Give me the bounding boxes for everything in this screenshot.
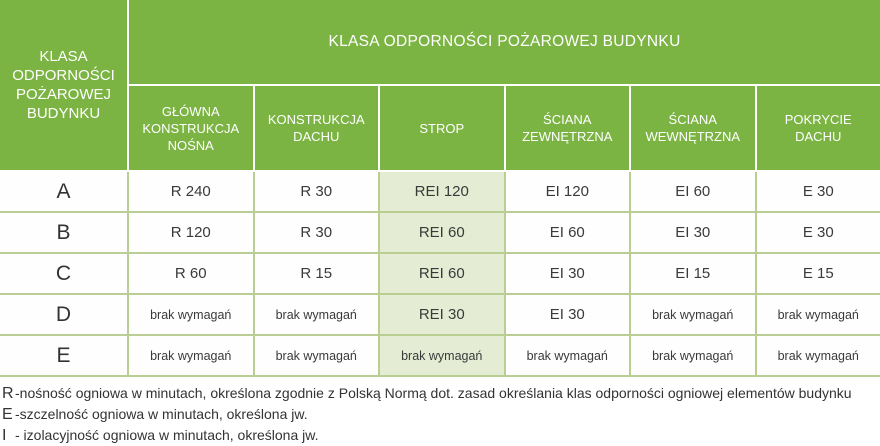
legend-text-e: -szczelność ogniowa w minutach, określona jw. (15, 406, 308, 422)
row-group-header: KLASA ODPORNOŚCI POŻAROWEJ BUDYNKU (0, 0, 127, 170)
legend-symbol-e: E (2, 404, 15, 425)
column-header-glowna-konstrukcja-nosna: GŁÓWNA KONSTRUKCJA NOŚNA (129, 86, 253, 170)
table-cell: brak wymagań (757, 295, 880, 334)
table-cell: EI 60 (631, 172, 755, 211)
table-cell: EI 30 (631, 213, 755, 252)
column-header-pokrycie-dachu: POKRYCIE DACHU (757, 86, 880, 170)
table-cell: brak wymagań (631, 336, 755, 375)
table-cell: brak wymagań (631, 295, 755, 334)
table-cell: EI 60 (506, 213, 630, 252)
table-body (0, 170, 880, 377)
table-cell: EI 15 (631, 254, 755, 293)
table-cell-strop: REI 120 (380, 172, 504, 211)
column-header-strop: STROP (380, 86, 504, 170)
row-class-label: D (0, 295, 127, 334)
table-cell-strop: brak wymagań (380, 336, 504, 375)
table-cell: E 30 (757, 172, 880, 211)
table-cell-strop: REI 60 (380, 213, 504, 252)
table-cell: E 15 (757, 254, 880, 293)
table-cell: R 60 (129, 254, 253, 293)
table-cell: EI 30 (506, 254, 630, 293)
table-cell: brak wymagań (255, 295, 379, 334)
table-title: KLASA ODPORNOŚCI POŻAROWEJ BUDYNKU (129, 0, 880, 84)
legend-symbol-r: R (2, 383, 15, 404)
table-cell: R 120 (129, 213, 253, 252)
table-cell: brak wymagań (757, 336, 880, 375)
row-class-label: B (0, 213, 127, 252)
table-cell-strop: REI 60 (380, 254, 504, 293)
table-cell: R 240 (129, 172, 253, 211)
table-cell: EI 30 (506, 295, 630, 334)
column-header-konstrukcja-dachu: KONSTRUKCJA DACHU (255, 86, 379, 170)
table-cell: brak wymagań (255, 336, 379, 375)
legend-line-e (2, 404, 878, 425)
legend-symbol-i: I (2, 425, 15, 446)
row-class-label: C (0, 254, 127, 293)
table-cell-strop: REI 30 (380, 295, 504, 334)
legend-line-r (2, 383, 878, 404)
table-cell: brak wymagań (506, 336, 630, 375)
column-header-sciana-wewnetrzna: ŚCIANA WEWNĘTRZNA (631, 86, 755, 170)
table-cell: R 15 (255, 254, 379, 293)
row-class-label: A (0, 172, 127, 211)
table-cell: R 30 (255, 172, 379, 211)
table-cell: E 30 (757, 213, 880, 252)
row-class-label: E (0, 336, 127, 375)
table-cell: brak wymagań (129, 295, 253, 334)
column-header-sciana-zewnetrzna: ŚCIANA ZEWNĘTRZNA (506, 86, 630, 170)
legend-text-r: -nośność ogniowa w minutach, określona zgodnie z Polską Normą dot. zasad określania klas odporności ogniowej elementów budynku (15, 385, 852, 401)
legend-text-i: - izolacyjność ogniowa w minutach, określona jw. (15, 427, 318, 443)
legend (0, 377, 880, 446)
table-cell: brak wymagań (129, 336, 253, 375)
table-header (0, 0, 880, 170)
table-cell: R 30 (255, 213, 379, 252)
table-cell: EI 120 (506, 172, 630, 211)
